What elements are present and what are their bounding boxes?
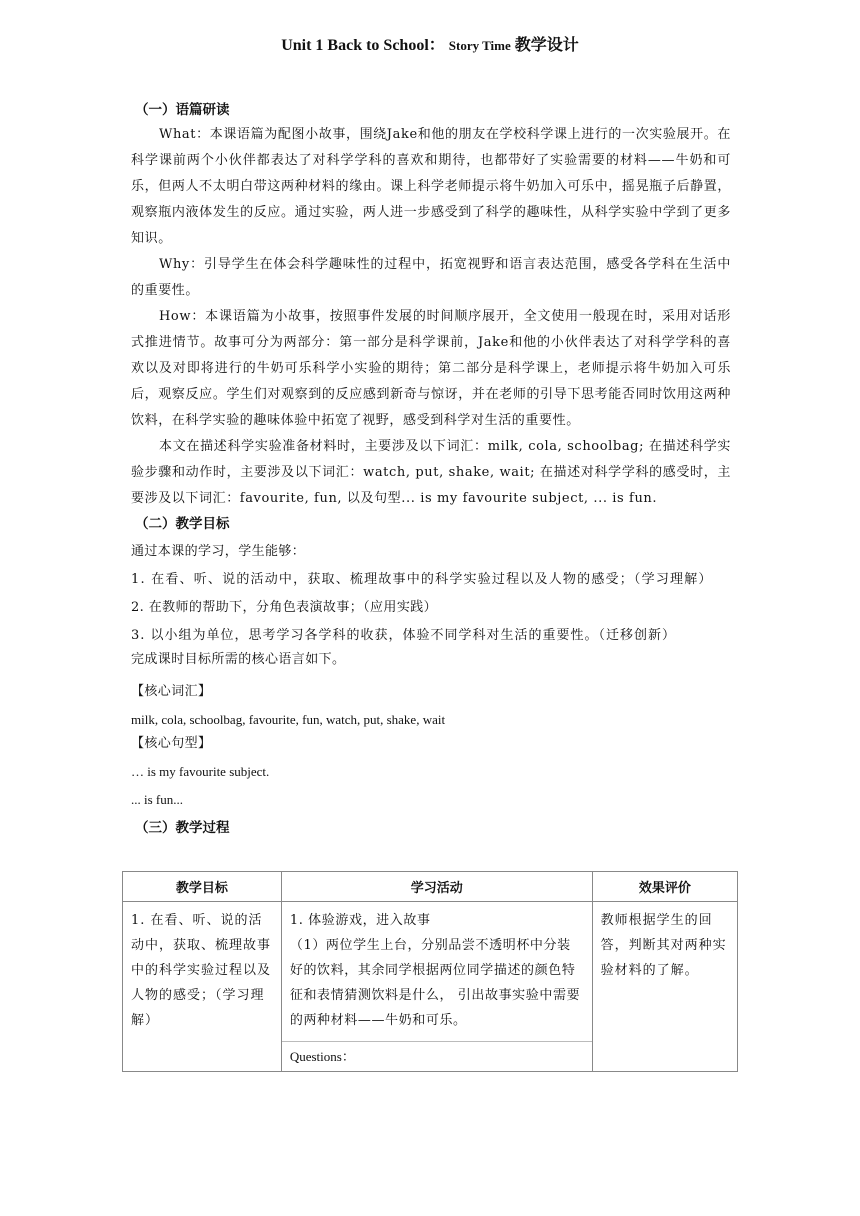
- table-row: [123, 902, 738, 1072]
- activity-cell: [281, 902, 592, 1072]
- activity-body: （1）两位学生上台，分别品尝不透明杯中分装好的饮料，其余同学根据两位同学描述的颜色特征和表情猜测饮料是什么， 引出故事实验中需要的两种材料——牛奶和可乐。: [289, 938, 581, 1028]
- document-body: [131, 98, 731, 840]
- table-header-cell: 效果评价: [592, 872, 737, 902]
- core-pattern: ... is fun...: [131, 792, 183, 807]
- section-heading-teaching-process: （三）教学过程: [135, 820, 230, 836]
- title-cn: 教学设计: [514, 37, 579, 54]
- title-main: Unit 1 Back to School：: [281, 37, 445, 54]
- core-vocab-words: milk, cola, schoolbag, favourite, fun, watch, put, shake, wait: [131, 712, 446, 727]
- table-header-row: [123, 872, 738, 902]
- goal-item: 1. 在看、听、说的活动中，获取、梳理故事中的科学实验过程以及人物的感受；（学习理解）: [131, 572, 713, 587]
- questions-label: Questions：: [282, 1041, 592, 1071]
- goal-item: 2. 在教师的帮助下，分角色表演故事；（应用实践）: [131, 600, 438, 615]
- activity-block: [282, 902, 592, 1041]
- document-title: [0, 32, 860, 55]
- section-heading-text-analysis: （一）语篇研读: [135, 102, 230, 118]
- paragraph-vocabulary: 本文在描述科学实验准备材料时，主要涉及以下词汇：milk, cola, schoolbag; 在描述科学实验步骤和动作时，主要涉及以下词汇：watch, put, shake, wait; 在描述对科学学科的感受时，主要涉及以下词汇：favourite, fun, 以及句型... is my favourite subject, ... is fun.: [131, 439, 731, 506]
- paragraph-why: Why：引导学生在体会科学趣味性的过程中，拓宽视野和语言表达范围，感受各学科在生活中的重要性。: [131, 257, 731, 298]
- goal-item: 3. 以小组为单位，思考学习各学科的收获，体验不同学科对生活的重要性。（迁移创新）: [131, 628, 677, 643]
- goal-cell: 1. 在看、听、说的活动中，获取、梳理故事中的科学实验过程以及人物的感受；（学习理解）: [123, 902, 282, 1072]
- core-pattern: … is my favourite subject.: [131, 764, 270, 779]
- activity-title: 1. 体验游戏，进入故事: [289, 913, 431, 928]
- title-story: Story Time: [448, 38, 511, 53]
- core-vocab-label: 【核心词汇】: [131, 684, 212, 699]
- paragraph-what: What：本课语篇为配图小故事，围绕Jake和他的朋友在学校科学课上进行的一次实验展开。在科学课前两个小伙伴都表达了对科学学科的喜欢和期待，也都带好了实验需要的材料——牛奶和可乐，但两人不太明白带这两种材料的缘由。课上科学老师提示将牛奶加入可乐中，摇晃瓶子后静置，观察瓶内液体发生的反应。通过实验，两人进一步感受到了科学的趣味性，从科学实验中学到了更多知识。: [131, 127, 731, 246]
- paragraph-how: How：本课语篇为小故事，按照事件发展的时间顺序展开，全文使用一般现在时，采用对话形式推进情节。故事可分为两部分：第一部分是科学课前，Jake和他的小伙伴表达了对科学学科的喜欢以及对即将进行的牛奶可乐科学小实验的期待；第二部分是科学课上，老师提示将牛奶加入可乐后，观察反应。学生们对观察到的反应感到新奇与惊讶，并在老师的引导下思考能否同时饮用这两种饮料，在科学实验的趣味体验中拓宽了视野，感受到科学对生活的重要性。: [131, 309, 731, 428]
- goals-intro: 通过本课的学习，学生能够：: [131, 544, 306, 559]
- core-language-note: 完成课时目标所需的核心语言如下。: [131, 652, 346, 667]
- table-header-cell: 教学目标: [123, 872, 282, 902]
- core-pattern-label: 【核心句型】: [131, 736, 212, 751]
- teaching-process-table: [122, 871, 738, 1072]
- evaluation-cell: 教师根据学生的回答，判断其对两种实验材料的了解。: [592, 902, 737, 1072]
- table-header-cell: 学习活动: [281, 872, 592, 902]
- section-heading-teaching-goals: （二）教学目标: [135, 516, 230, 532]
